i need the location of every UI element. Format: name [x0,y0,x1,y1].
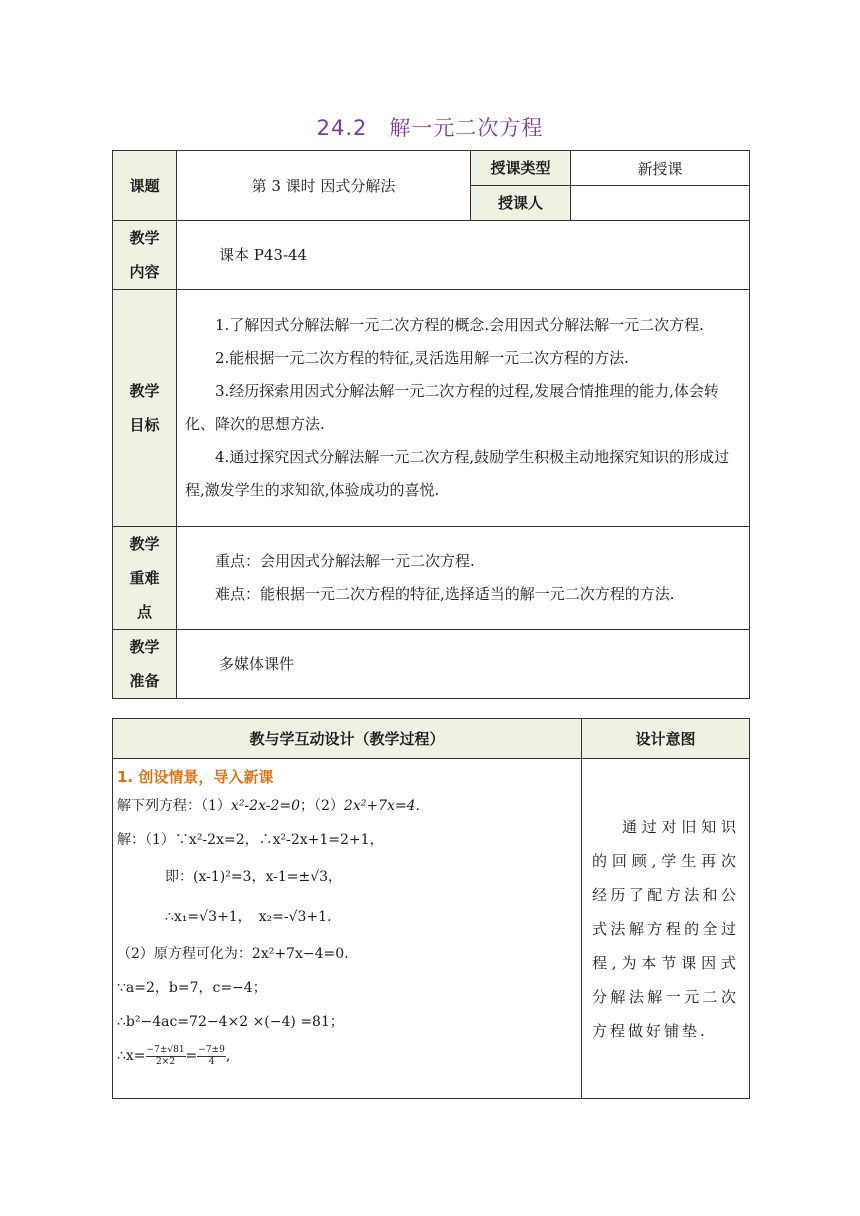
prep-value: 多媒体课件 [177,630,750,699]
intent-header: 设计意图 [582,719,750,759]
solution-line-7: ∴x= $\frac{-7\pm√81}{2\times 2}$ = $\frac{-7\pm 9}{4}$ , [117,1044,231,1067]
content-value: 课本 P43-44 [177,221,750,290]
fraction: $\frac{-7\pm 9}{4}$ [198,1044,225,1067]
fraction: $\frac{-7\pm√81}{2\times 2}$ [146,1044,185,1067]
key-points-cell [177,527,750,630]
solution-line-2: 即：(x-1)²=3，x-1=±√3， [165,869,343,885]
goal-item: 2.能根据一元二次方程的特征,灵活选用解一元二次方程的方法. [215,349,629,367]
goals-label: 教学目标 [113,290,177,527]
problem-line: 解下列方程：（1）x²-2x-2=0；（2）2x²+7x=4. [117,798,420,814]
type-value: 新授课 [571,151,750,186]
content-label: 教学内容 [113,221,177,290]
topic-label: 课题 [113,151,177,221]
process-header: 教与学互动设计（教学过程） [113,719,582,759]
goal-item: 3.经历探索用因式分解法解一元二次方程的过程,发展合情推理的能力,体会转化、降次的思想方法. [185,382,719,433]
prep-label: 教学准备 [113,630,177,699]
document-title: 24.2 解一元二次方程 [316,116,544,140]
key-point: 重点：会用因式分解法解一元二次方程. [215,552,475,570]
solution-line-3: ∴x₁=√3+1， x₂=-√3+1. [165,909,332,925]
difficult-point: 难点：能根据一元二次方程的特征,选择适当的解一元二次方程的方法. [215,585,675,603]
type-label: 授课类型 [471,151,571,186]
solution-line-5: ∵a=2，b=7，c=−4； [117,980,267,996]
teacher-value [571,186,750,221]
intent-cell [582,759,750,1099]
intent-text: 通过对旧知识的回顾,学生再次经历了配方法和公式法解方程的全过程,为本节课因式分解法解一元二次方程做好铺垫. [592,817,739,1040]
solution-line-6: ∴b²−4ac=72−4×2 ×(−4) =81； [117,1014,344,1030]
solution-line-4: （2）原方程可化为：2x²+7x−4=0. [117,946,349,962]
goals-cell [177,290,750,527]
goal-item: 4.通过探究因式分解法解一元二次方程,鼓励学生积极主动地探究知识的形成过程,激发学生的求知欲,体验成功的喜悦. [185,448,730,499]
teacher-label: 授课人 [471,186,571,221]
section-title: 1. 创设情景，导入新课 [117,768,274,786]
key-points-label: 教学重难点 [113,527,177,630]
lesson-info-table [112,150,750,699]
goal-item: 1.了解因式分解法解一元二次方程的概念.会用因式分解法解一元二次方程. [215,316,704,334]
teaching-process-table [112,718,750,1099]
process-cell [113,759,582,1099]
solution-line-1: 解：（1）∵x²-2x=2，∴x²-2x+1=2+1， [117,832,384,848]
topic-value: 第 3 课时 因式分解法 [177,151,471,221]
